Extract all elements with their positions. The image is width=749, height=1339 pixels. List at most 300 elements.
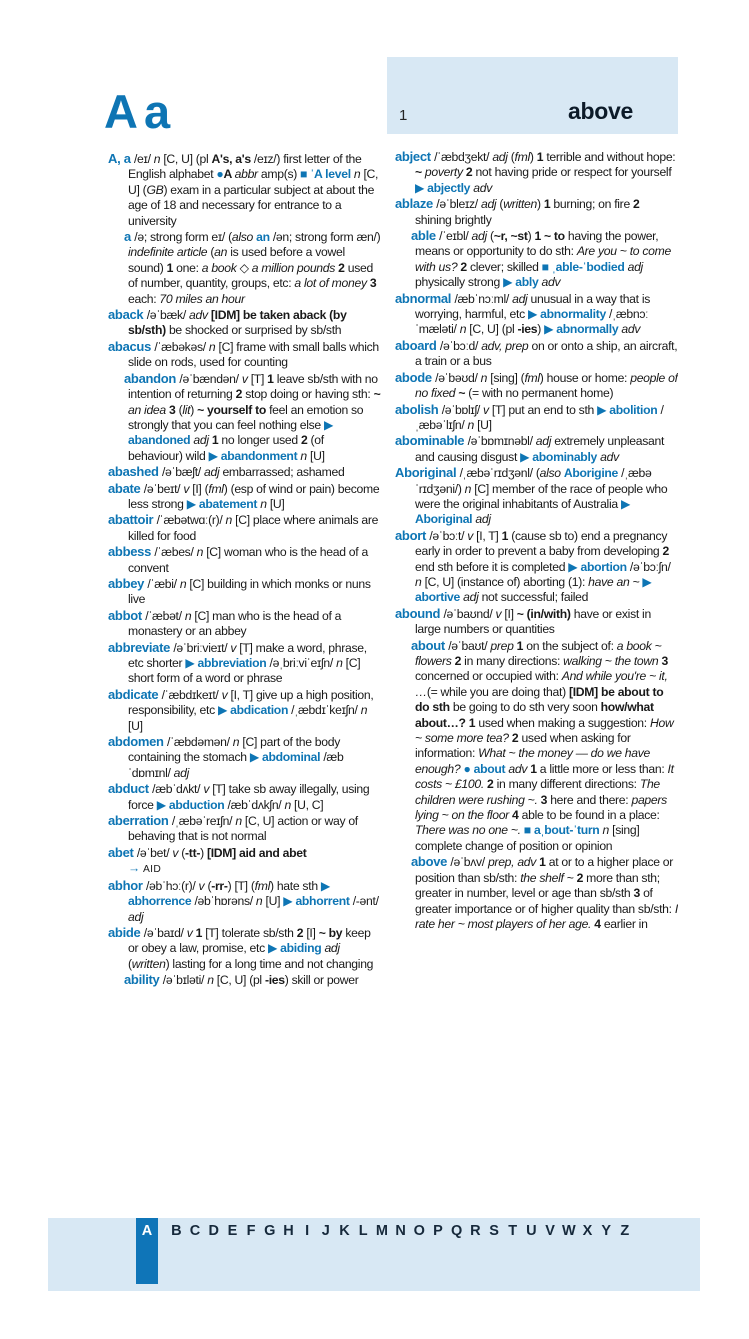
- entry-text: (: [210, 245, 215, 260]
- entry-text: [C] member of the race of people who were the original inhabitants of Australia: [415, 481, 668, 511]
- index-letter-K: K: [339, 1223, 350, 1239]
- entry-text: n: [235, 814, 245, 829]
- entry-text: no longer used: [221, 433, 301, 448]
- entry-text: n: [255, 894, 266, 909]
- entry-text: n: [480, 370, 491, 385]
- entry-text: shining brightly: [415, 212, 492, 227]
- headword: abode: [395, 369, 436, 385]
- entry-text: adv: [541, 275, 561, 290]
- dictionary-entry-ablaze: [387, 196, 678, 228]
- entry-text: /əˈbʌv/: [450, 855, 488, 870]
- entry-text: /ˌæbəˈrɪdʒənl/ (: [459, 466, 540, 481]
- entry-text: [C, U] (instance of) aborting (1):: [424, 574, 589, 589]
- headword: abbey: [108, 575, 148, 591]
- entry-text: [U]: [477, 417, 492, 432]
- entry-text: /ˈæbətwɑː(r)/: [156, 513, 226, 528]
- entry-text: 2: [576, 870, 587, 885]
- dictionary-entry-abacus: [100, 339, 381, 371]
- dictionary-entry-abbreviate: [100, 640, 381, 687]
- entry-text: adj: [492, 150, 511, 164]
- entry-text: [C] woman who is the head of a convent: [128, 545, 368, 575]
- entry-text: v: [467, 528, 477, 543]
- entry-text: be shocked or surprised by sb/sth: [168, 323, 342, 338]
- entry-text: ▶: [568, 559, 581, 574]
- entry-text: fml: [514, 150, 530, 164]
- entry-text: abhorrence: [128, 894, 195, 909]
- entry-text: n: [602, 823, 613, 838]
- entry-text: ): [527, 229, 535, 244]
- entry-text: v: [483, 402, 492, 417]
- entry-text: /əbˈhɔː(r)/: [145, 878, 199, 893]
- entry-text: adv: [621, 322, 641, 337]
- entry-text: abatement: [198, 496, 261, 511]
- index-letter-R: R: [470, 1223, 481, 1239]
- index-letter-S: S: [489, 1223, 499, 1239]
- entry-text: 1: [501, 528, 512, 543]
- entry-text: [T]: [250, 371, 268, 386]
- index-letter-J: J: [321, 1223, 330, 1239]
- entry-text: adj: [173, 765, 190, 780]
- entry-text: ): [190, 402, 198, 417]
- entry-text: ■: [300, 167, 311, 182]
- dictionary-entry-abdicate: [100, 687, 381, 734]
- entry-text: [C] frame with small balls which slide on rods, used for counting: [128, 339, 379, 370]
- index-letter-T: T: [508, 1223, 518, 1239]
- entry-text: on the subject of:: [526, 638, 617, 653]
- entry-text: Aborigine: [563, 466, 622, 481]
- entry-text: abnormally: [556, 322, 622, 337]
- entry-text: ●: [216, 167, 224, 182]
- entry-text: here and there:: [550, 792, 632, 807]
- page-header-band: [387, 57, 678, 134]
- headword: abbot: [108, 607, 146, 623]
- entry-text: ): [536, 197, 544, 212]
- entry-text: ~: [373, 387, 381, 402]
- entry-text: 2: [662, 544, 669, 559]
- entry-text: 2: [487, 777, 497, 792]
- entry-text: [T] tolerate sb/sth: [205, 925, 297, 940]
- entry-text: embarrassed; ashamed: [222, 465, 345, 480]
- entry-text: 1: [211, 433, 222, 448]
- entry-text: 2: [460, 259, 470, 274]
- entry-text: of greater importance or of higher quality than sb/sth:: [415, 886, 675, 916]
- entry-text: n: [415, 574, 425, 589]
- dictionary-entry-ability: [100, 972, 381, 988]
- dictionary-entry-abdomen: [100, 734, 381, 781]
- entry-text: 2: [465, 165, 476, 180]
- entry-text: /əˈbɒlɪʃ/: [441, 402, 484, 417]
- keyword-key-icon: [100, 373, 121, 384]
- entry-text: /əˈbet/: [136, 845, 173, 860]
- entry-text: n: [184, 608, 195, 623]
- entry-text: (: [128, 956, 132, 971]
- entry-text: /əˈbeɪt/: [143, 481, 184, 496]
- entry-text: n: [260, 496, 270, 511]
- entry-text: have an ~: [588, 574, 643, 589]
- entry-text: /əˈbaʊnd/: [443, 606, 496, 621]
- dictionary-entry-above: [387, 854, 678, 932]
- entry-text: not successful; failed: [481, 590, 589, 605]
- entry-text: n: [225, 513, 236, 528]
- entry-text: ▶: [249, 750, 262, 765]
- headword: aboard: [395, 337, 440, 353]
- entry-text: keep or obey a law, promise, etc: [128, 925, 371, 956]
- entry-text: amp(s): [260, 167, 301, 182]
- entry-text: the shelf ~: [520, 870, 577, 885]
- entry-text: /əˈbɔːʃn/: [629, 559, 671, 574]
- entry-text: 1: [530, 761, 540, 776]
- keyword-key-icon: [387, 640, 408, 651]
- entry-text: ~: [415, 165, 425, 180]
- entry-text: ) skill or power: [284, 973, 359, 988]
- dictionary-entry-abode: [387, 370, 678, 402]
- left-column-entries: [100, 151, 381, 989]
- entry-text: 1: [536, 150, 547, 164]
- headword: abate: [108, 480, 144, 496]
- entry-text: papers lying ~ on the floor: [415, 792, 667, 823]
- entry-text: used of number, quantity, groups, etc:: [128, 260, 373, 291]
- entry-text: ▶: [503, 275, 516, 290]
- entry-text: [C] building in which monks or nuns live: [128, 576, 371, 607]
- right-column: [387, 57, 678, 1215]
- entry-text: /əˈbəʊd/: [435, 370, 481, 385]
- guide-word: above: [568, 98, 633, 124]
- entry-text: adj: [471, 229, 490, 244]
- index-letter-H: H: [283, 1223, 294, 1239]
- entry-text: abduction: [168, 797, 228, 812]
- entry-text: 3: [633, 886, 644, 901]
- entry-text: [I]: [306, 925, 319, 940]
- headword: ablaze: [395, 196, 437, 212]
- headword: abdomen: [108, 734, 167, 750]
- dictionary-entry-abound: [387, 606, 678, 638]
- dictionary-entry-a: [100, 229, 381, 307]
- headword: A, a: [108, 151, 134, 166]
- entry-text: an idea: [128, 402, 169, 417]
- entry-text: is used before a vowel sound): [128, 245, 345, 275]
- headword: abet: [108, 844, 137, 860]
- entry-text: [sing] complete change of position or opinion: [415, 823, 640, 853]
- entry-text: 3: [540, 792, 551, 807]
- entry-text: /ə; strong form eɪ/ (: [134, 230, 232, 245]
- entry-text: ~ (in/with): [516, 606, 574, 621]
- entry-text: an: [256, 230, 273, 245]
- entry-text: /ˌæbnɔːˈmæləti/: [415, 307, 649, 337]
- entry-text: have or exist in large numbers or quantities: [415, 606, 651, 637]
- entry-text: end sth before it is completed: [415, 559, 569, 574]
- entry-text: [U]: [310, 448, 325, 463]
- index-letter-B: B: [171, 1223, 182, 1239]
- entry-text: adj: [475, 512, 491, 527]
- headword: aback: [108, 307, 147, 323]
- entry-text: (cause sb to) end a pregnancy early in order to prevent a baby from developing: [415, 528, 668, 559]
- entry-text: fml: [254, 878, 270, 893]
- entry-text: ▶: [217, 703, 231, 718]
- entry-text: ): [529, 150, 537, 164]
- entry-text: [T] make a word, phrase, etc shorter: [128, 640, 367, 670]
- entry-text: lit: [182, 402, 191, 417]
- entry-text: And while you're ~ it, …: [415, 669, 668, 699]
- entry-text: concerned or occupied with:: [415, 669, 562, 684]
- entry-text: ▶: [324, 417, 334, 432]
- dictionary-entry-abet: [100, 845, 381, 878]
- entry-text: n: [179, 576, 190, 591]
- entry-text: abortion: [580, 559, 630, 574]
- index-letter-A: A: [136, 1218, 158, 1284]
- entry-text: v: [495, 606, 505, 621]
- entry-text: 1: [166, 260, 177, 275]
- entry-text: adv: [473, 180, 492, 195]
- headword: abashed: [108, 464, 162, 480]
- entry-text: v: [172, 845, 182, 860]
- entry-text: [C, U] (: [128, 167, 379, 197]
- entry-text: /æbˈdɒmɪnl/: [128, 750, 344, 780]
- entry-text: -ies: [264, 973, 285, 988]
- entry-text: /eɪz/) first letter of the English alphabet: [128, 152, 362, 182]
- entry-text: /ˌæbəˈreɪʃn/: [171, 814, 236, 829]
- entry-text: ▶: [283, 894, 296, 909]
- entry-text: [sing] (: [490, 370, 525, 385]
- entry-text: (: [499, 197, 504, 212]
- entry-text: also: [539, 466, 564, 481]
- alphabet-index-bar: [48, 1218, 700, 1291]
- index-letter-G: G: [264, 1223, 276, 1239]
- index-letter-W: W: [561, 1223, 576, 1239]
- entry-text: /əˈbæk/: [146, 308, 189, 323]
- keyword-key-icon: [387, 856, 408, 867]
- entry-text: [I, T] give up a high position, responsibility, etc: [128, 687, 374, 718]
- index-letter-Y: Y: [601, 1223, 611, 1239]
- dictionary-entry-abolish: [387, 402, 678, 434]
- keyword-key-icon: [100, 231, 121, 242]
- entry-text: /əˈbɔːd/: [439, 338, 482, 353]
- dictionary-entry-abandon: [100, 371, 381, 464]
- entry-text: ▶: [267, 941, 281, 956]
- entry-text: /ˈæbdəmən/: [167, 735, 233, 750]
- entry-text: /ˈæbes/: [154, 545, 197, 560]
- dictionary-entry-abattoir: [100, 512, 381, 544]
- entry-text: ▶: [156, 797, 169, 812]
- entry-text: Are you ~ to come with us?: [415, 244, 671, 274]
- entry-text: v: [198, 878, 208, 893]
- entry-text: in many different directions:: [496, 777, 640, 792]
- entry-text: adv: [600, 449, 619, 464]
- index-letter-C: C: [189, 1223, 201, 1239]
- entry-text: n: [300, 448, 310, 463]
- entry-text: /ˈeɪbl/: [439, 229, 472, 244]
- entry-text: adj: [480, 197, 500, 212]
- entry-text: 2: [633, 197, 640, 212]
- entry-text: ▶: [544, 322, 557, 337]
- entry-text: feel an emotion so strongly that you can feel nothing else: [128, 402, 364, 432]
- headword: abject: [395, 149, 435, 164]
- index-letter-I: I: [305, 1223, 310, 1239]
- entry-text: n: [464, 481, 475, 496]
- entry-text: ) hate sth: [269, 878, 321, 893]
- headword: aberration: [108, 813, 172, 829]
- headword: abduct: [108, 781, 153, 797]
- entry-text: ▶: [320, 878, 330, 893]
- entry-text: v: [241, 371, 251, 386]
- entry-text: [I]: [504, 606, 517, 621]
- entry-text: 2: [338, 260, 348, 275]
- entry-text: /əˈbɔːt/: [429, 528, 468, 543]
- entry-text: [U]: [265, 894, 284, 909]
- entry-text: adv, prep: [481, 338, 532, 353]
- entry-text: ▶: [520, 449, 533, 464]
- entry-text: abdication: [230, 703, 292, 718]
- index-letter-P: P: [433, 1223, 443, 1239]
- entry-text: adj: [193, 433, 212, 448]
- entry-text: abjectly: [427, 180, 474, 195]
- entry-text: AID: [142, 864, 162, 876]
- entry-text: [IDM] aid and abet: [206, 845, 307, 860]
- entry-text: ): [537, 322, 545, 337]
- entry-text: [IDM] be about to do sth: [415, 684, 664, 715]
- entry-text: 2: [235, 387, 246, 402]
- entry-text: /əˈbaɪd/: [143, 925, 187, 940]
- dictionary-entry-abate: [100, 481, 381, 513]
- entry-text: ˈA level: [310, 167, 354, 182]
- entry-text: having the power, means or opportunity to do sth:: [415, 229, 659, 259]
- entry-text: v: [230, 640, 240, 655]
- entry-text: A's, a's: [211, 152, 254, 166]
- dictionary-entry-able: [387, 228, 678, 291]
- entry-text: about: [473, 761, 509, 776]
- entry-text: How ~ some more tea?: [415, 715, 674, 746]
- entry-text: ) (esp of wind or pain) become less strong: [128, 481, 380, 511]
- entry-text: able to be found in a place:: [521, 808, 660, 823]
- entry-text: adj: [535, 434, 555, 449]
- right-column-entries: [387, 149, 678, 932]
- entry-text: ▶: [620, 496, 631, 511]
- entry-text: /ˌæbdɪˈkeɪʃn/: [291, 703, 361, 718]
- entry-text: [U, C]: [294, 797, 324, 812]
- entry-text: -ies: [517, 322, 538, 337]
- entry-text: /əbˈhɒrəns/: [194, 894, 256, 909]
- entry-text: ): [200, 845, 207, 860]
- entry-text: clever; skilled: [469, 259, 542, 274]
- entry-text: abdominal: [262, 750, 324, 765]
- entry-text: ably: [515, 275, 542, 290]
- entry-text: not having pride or respect for yourself: [475, 165, 672, 180]
- entry-text: A: [223, 167, 235, 182]
- entry-text: physically strong: [415, 275, 504, 290]
- entry-text: adj: [463, 590, 482, 605]
- entry-text: /əˌbriːviˈeɪʃn/: [269, 656, 337, 670]
- dictionary-entry-abhor: [100, 878, 381, 925]
- dictionary-entry-aback: [100, 307, 381, 339]
- entry-text: n: [360, 703, 368, 718]
- entry-text: abbreviation: [197, 656, 270, 670]
- headword: abound: [395, 605, 444, 621]
- entry-text: [U]: [128, 718, 143, 733]
- index-letter-V: V: [545, 1223, 555, 1239]
- entry-text: [C, U] action or way of behaving that is not normal: [128, 814, 358, 844]
- entry-text: v: [183, 481, 193, 496]
- index-letter-E: E: [227, 1223, 238, 1239]
- entry-text: ˌable-ˈbodied: [551, 259, 628, 274]
- entry-text: extremely unpleasant and causing disgust: [415, 434, 665, 464]
- entry-text: on or onto a ship, an aircraft, a train or a bus: [415, 338, 678, 369]
- entry-text: ▶: [527, 307, 541, 322]
- entry-text: What ~ the money — do we have enough?: [415, 746, 651, 776]
- dictionary-entry-abduct: [100, 781, 381, 813]
- entry-text: /ˌæbəˈrɪdʒəni/): [415, 466, 652, 496]
- entry-text: /ˈæbdʒekt/: [434, 150, 493, 164]
- keyword-key-icon: [387, 230, 408, 241]
- index-letter-X: X: [582, 1223, 593, 1239]
- entry-text: /ˌæbəˈlɪʃn/: [415, 402, 664, 432]
- entry-text: more than sth; greater in number, level or age than sb/sth: [415, 870, 660, 901]
- entry-text: each:: [128, 291, 160, 306]
- alphabet-letters: [136, 1218, 634, 1284]
- left-column: [100, 88, 381, 1215]
- entry-text: adj: [627, 259, 643, 274]
- dictionary-entry-aboard: [387, 338, 678, 370]
- headword: Aboriginal: [395, 465, 460, 481]
- entry-text: burning; on fire: [553, 197, 634, 212]
- entry-text: [C, U] (pl: [163, 152, 212, 166]
- entry-text: ▶: [208, 448, 221, 463]
- entry-text: used when asking for information:: [415, 731, 631, 761]
- dictionary-entry-A-a: [100, 151, 381, 229]
- entry-text: adj: [128, 909, 144, 924]
- entry-text: /əˈbleɪz/: [436, 197, 481, 212]
- entry-text: n: [353, 167, 364, 182]
- entry-text: 2: [511, 731, 522, 746]
- entry-text: an: [214, 245, 228, 260]
- entry-text: It costs ~ £100.: [415, 761, 674, 792]
- entry-text: earlier in: [603, 916, 648, 931]
- entry-text: ▶: [186, 496, 199, 511]
- index-letter-M: M: [375, 1223, 388, 1239]
- entry-text: how/what about…? 1: [415, 700, 654, 730]
- entry-text: fml: [524, 370, 540, 385]
- entry-text: /ˈæbdɪkeɪt/: [161, 687, 222, 702]
- dictionary-entry-about: [387, 638, 678, 855]
- entry-text: (of behaviour) wild: [128, 433, 324, 463]
- entry-text: 3: [369, 276, 377, 291]
- entry-text: abominably: [532, 449, 601, 464]
- entry-text: adj: [324, 941, 340, 956]
- entry-text: abortive: [415, 590, 464, 605]
- entry-text: 2: [300, 433, 311, 448]
- entry-text: /əˈbɒmɪnəbl/: [467, 434, 536, 449]
- headword: a: [124, 229, 135, 245]
- entry-text: (: [490, 229, 494, 244]
- entry-text: adj: [203, 465, 223, 480]
- entry-text: n: [284, 797, 295, 812]
- dictionary-entry-abbey: [100, 576, 381, 608]
- entry-text: indefinite article: [128, 245, 211, 260]
- headword: abolish: [395, 401, 442, 417]
- entry-text: /æbˈnɔːml/: [454, 291, 513, 306]
- headword: abnormal: [395, 290, 455, 306]
- entry-text: used when making a suggestion:: [478, 715, 650, 730]
- headword: abide: [108, 924, 144, 940]
- entry-text: n: [208, 339, 219, 354]
- entry-text: 1: [543, 197, 554, 212]
- entry-text: [I] (: [192, 481, 209, 496]
- entry-text: 4: [512, 808, 522, 823]
- entry-text: one:: [176, 260, 202, 275]
- page-number: 1: [399, 107, 408, 124]
- entry-text: n: [336, 656, 346, 670]
- entry-text: fml: [208, 481, 224, 496]
- entry-text: 70 miles an hour: [159, 291, 245, 306]
- entry-text: written: [131, 956, 166, 971]
